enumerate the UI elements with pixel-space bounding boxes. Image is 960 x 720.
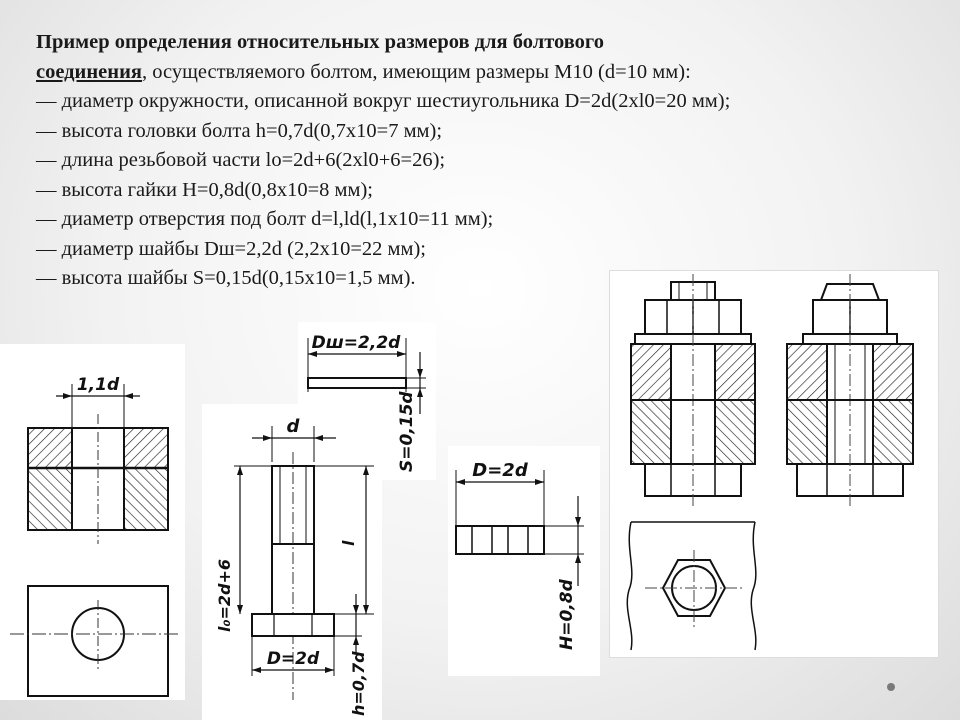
head-diameter-label: D=2d [266, 649, 320, 669]
list-item: — высота гайки Н=0,8d(0,8x10=8 мм); [36, 178, 373, 201]
nut-figure [448, 446, 600, 676]
washer-diameter-label: Dш=2,2d [311, 333, 401, 353]
assembly-drawing [609, 270, 939, 658]
list-item: — диаметр отверстия под болт d=l,ld(l,1x10=11 мм); [36, 208, 494, 230]
thread-length-label: l₀=2d+6 [215, 558, 234, 632]
hole-diameter-label: 1,1d [76, 375, 120, 395]
list-item: — высота шайбы S=0,15d(0,15x10=1,5 мм). [36, 267, 416, 289]
head-height-label: h=0,7d [349, 651, 368, 716]
plates-with-hole-figure [0, 344, 185, 700]
bolt-figure [202, 404, 382, 720]
intro-line [36, 28, 896, 87]
plates-drawing [0, 344, 185, 700]
bolt-drawing [202, 404, 382, 720]
bolt-diameter-label: d [286, 416, 300, 437]
list-item: — длина резьбовой части lo=2d+6(2xl0+6=26); [36, 149, 446, 171]
list-item: — диаметр шайбы Dш=2,2d (2,2x10=22 мм); [36, 237, 426, 260]
intro-title: Пример определения относительных размеров для болтового [36, 31, 604, 53]
list-item: — диаметр окружности, описанной вокруг шестиугольника D=2d(2xl0=20 мм); [36, 90, 731, 112]
list-item: — высота головки болта h=0,7d(0,7x10=7 мм); [36, 119, 443, 142]
bolt-length-label: l [339, 540, 358, 546]
assembly-figure [609, 270, 939, 658]
description-text [36, 28, 896, 294]
intro-title-underlined: соединения [36, 60, 142, 83]
nut-drawing [448, 446, 600, 676]
slide-indicator-dot[interactable] [887, 683, 895, 691]
intro-title-rest: , осуществляемого болтом, имеющим размеры М10 (d=10 мм): [141, 60, 691, 83]
nut-height-label: H=0,8d [557, 579, 577, 650]
washer-height-label: S=0,15d [397, 391, 417, 472]
nut-diameter-label: D=2d [472, 460, 528, 481]
